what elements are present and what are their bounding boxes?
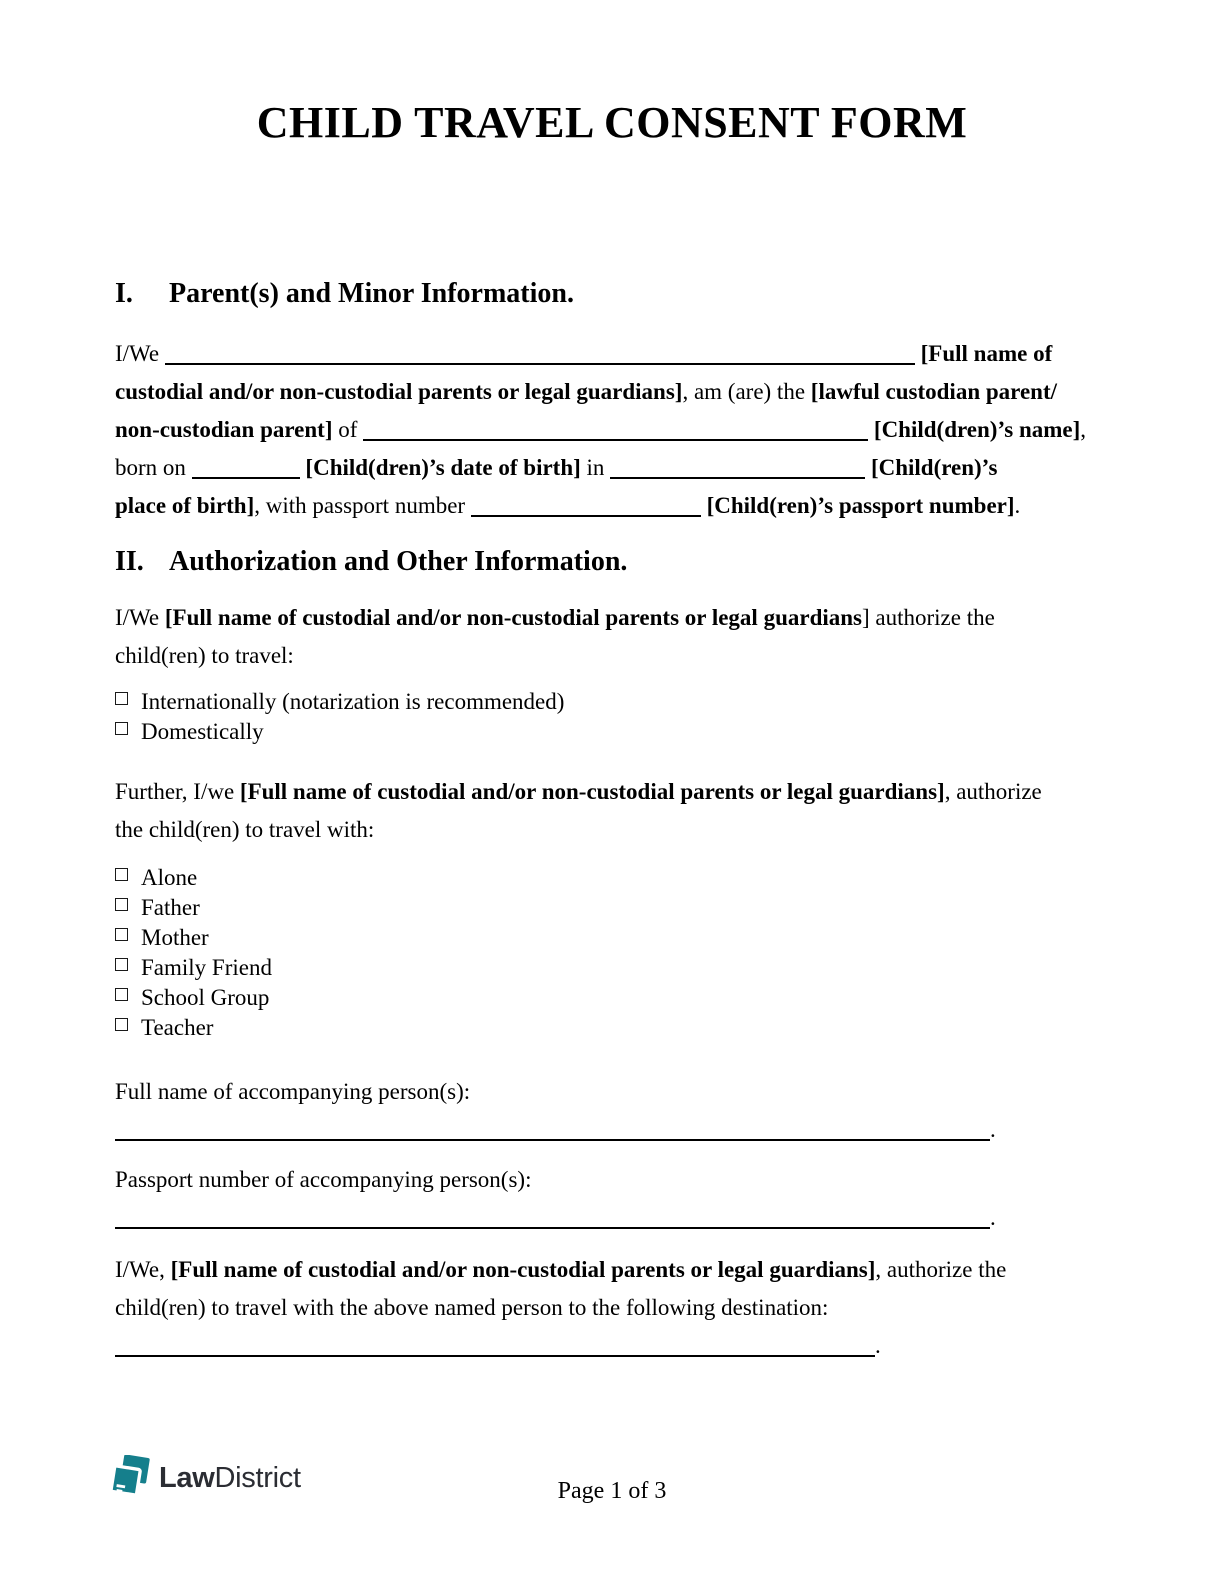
text-run: born on — [115, 454, 192, 480]
checkbox-option-row — [115, 687, 1109, 717]
checkbox-label: Teacher — [141, 1014, 214, 1040]
text-run: [Full name of custodial and/or non-custodial parents or legal guardians — [164, 604, 862, 630]
checkbox-option-row — [115, 983, 1109, 1013]
text-run: [Full name of custodial and/or non-custodial parents or legal guardians] — [170, 1256, 876, 1282]
text-run: Further, I/we — [115, 778, 240, 804]
section-heading-text: Parent(s) and Minor Information. — [169, 277, 574, 309]
further-authorization-paragraph — [115, 773, 1109, 849]
text-run: [lawful custodian parent/ — [810, 378, 1057, 404]
checkbox-option-row — [115, 923, 1109, 953]
text-run: , authorize — [944, 778, 1042, 804]
companion-checkbox-list — [115, 863, 1109, 1043]
checkbox[interactable] — [115, 898, 128, 911]
text-run: . — [1014, 492, 1021, 518]
checkbox[interactable] — [115, 1018, 128, 1031]
checkbox-label: Alone — [141, 864, 198, 890]
text-run: [Child(ren)’s — [870, 454, 998, 480]
fill-in-blank[interactable] — [192, 454, 300, 479]
paragraph-line — [115, 487, 1109, 525]
authorization-intro-paragraph — [115, 599, 1109, 675]
logo-law-text: Law — [159, 1461, 215, 1494]
paragraph-line — [115, 373, 1109, 411]
accompanying-passport-block — [115, 1161, 1109, 1237]
text-run: place of birth] — [115, 492, 255, 518]
checkbox[interactable] — [115, 868, 128, 881]
paragraph-line — [115, 411, 1109, 449]
text-run: . — [990, 1204, 996, 1230]
checkbox[interactable] — [115, 692, 128, 705]
fill-in-blank[interactable] — [115, 1204, 990, 1229]
text-run: , am (are) the — [682, 378, 811, 404]
paragraph-line — [115, 637, 1109, 675]
section-number: II. — [115, 545, 144, 577]
text-run: of — [332, 416, 364, 442]
travel-scope-checkbox-list — [115, 687, 1109, 747]
paragraph-line — [115, 449, 1109, 487]
checkbox-label: School Group — [141, 984, 270, 1010]
text-run: ] authorize the — [862, 604, 995, 630]
parent-minor-paragraph — [115, 335, 1109, 525]
checkbox-option-row — [115, 893, 1109, 923]
checkbox[interactable] — [115, 958, 128, 971]
checkbox-label: Internationally (notarization is recommended) — [141, 688, 565, 714]
section-heading-parent-minor — [115, 277, 1109, 311]
text-run: , — [1080, 416, 1087, 442]
checkbox-option-row — [115, 1013, 1109, 1043]
checkbox[interactable] — [115, 988, 128, 1001]
paragraph-line — [115, 335, 1109, 373]
destination-paragraph — [115, 1251, 1109, 1365]
checkbox-label: Mother — [141, 924, 209, 950]
checkbox-label: Domestically — [141, 718, 264, 744]
accompanying-passport-label: Passport number of accompanying person(s): — [115, 1166, 532, 1192]
text-run: in — [580, 454, 611, 480]
text-run: child(ren) to travel: — [115, 642, 294, 668]
text-run: I/We — [115, 604, 165, 630]
document-title: CHILD TRAVEL CONSENT FORM — [256, 98, 968, 147]
section-number: I. — [115, 277, 133, 309]
section-heading-text: Authorization and Other Information. — [169, 545, 628, 577]
page-number: Page 1 of 3 — [557, 1478, 667, 1504]
text-run: . — [875, 1332, 881, 1358]
text-run: , authorize the — [875, 1256, 1007, 1282]
checkbox[interactable] — [115, 928, 128, 941]
paragraph-line — [115, 599, 1109, 637]
paragraph-line — [115, 773, 1109, 811]
paragraph-line — [115, 811, 1109, 849]
text-run: [Child(dren)’s name] — [873, 416, 1081, 442]
accompanying-name-block — [115, 1073, 1109, 1149]
accompanying-name-label: Full name of accompanying person(s): — [115, 1078, 471, 1104]
document-content — [0, 98, 1224, 1365]
checkbox-option-row — [115, 953, 1109, 983]
destination-line — [115, 1327, 1109, 1365]
fill-in-blank[interactable] — [471, 492, 701, 517]
checkbox-option-row — [115, 863, 1109, 893]
text-run: [Child(ren)’s passport number] — [706, 492, 1015, 518]
checkbox-option-row — [115, 717, 1109, 747]
fill-in-blank[interactable] — [165, 340, 915, 365]
accompanying-name-line — [115, 1111, 1109, 1149]
checkbox-label: Family Friend — [141, 954, 272, 980]
section-heading-authorization — [115, 545, 1109, 579]
text-run: the child(ren) to travel with: — [115, 816, 375, 842]
fill-in-blank[interactable] — [610, 454, 865, 479]
text-run: I/We — [115, 340, 165, 366]
logo-district-text: District — [214, 1461, 301, 1494]
accompanying-passport-line — [115, 1199, 1109, 1237]
text-run: I/We, — [115, 1256, 171, 1282]
text-run: [Full name of — [920, 340, 1053, 366]
text-run: child(ren) to travel with the above named person to the following destination: — [115, 1294, 829, 1320]
fill-in-blank[interactable] — [115, 1332, 875, 1357]
checkbox[interactable] — [115, 722, 128, 735]
paragraph-line — [115, 1289, 1109, 1327]
fill-in-blank[interactable] — [115, 1116, 990, 1141]
text-run: . — [990, 1116, 996, 1142]
fill-in-blank[interactable] — [363, 416, 868, 441]
checkbox-label: Father — [141, 894, 200, 920]
text-run: non-custodian parent] — [115, 416, 333, 442]
text-run: [Child(dren)’s date of birth] — [305, 454, 581, 480]
text-run: custodial and/or non-custodial parents or legal guardians] — [115, 378, 683, 404]
paragraph-line — [115, 1251, 1109, 1289]
text-run: , with passport number — [254, 492, 471, 518]
text-run: [Full name of custodial and/or non-custodial parents or legal guardians] — [239, 778, 945, 804]
